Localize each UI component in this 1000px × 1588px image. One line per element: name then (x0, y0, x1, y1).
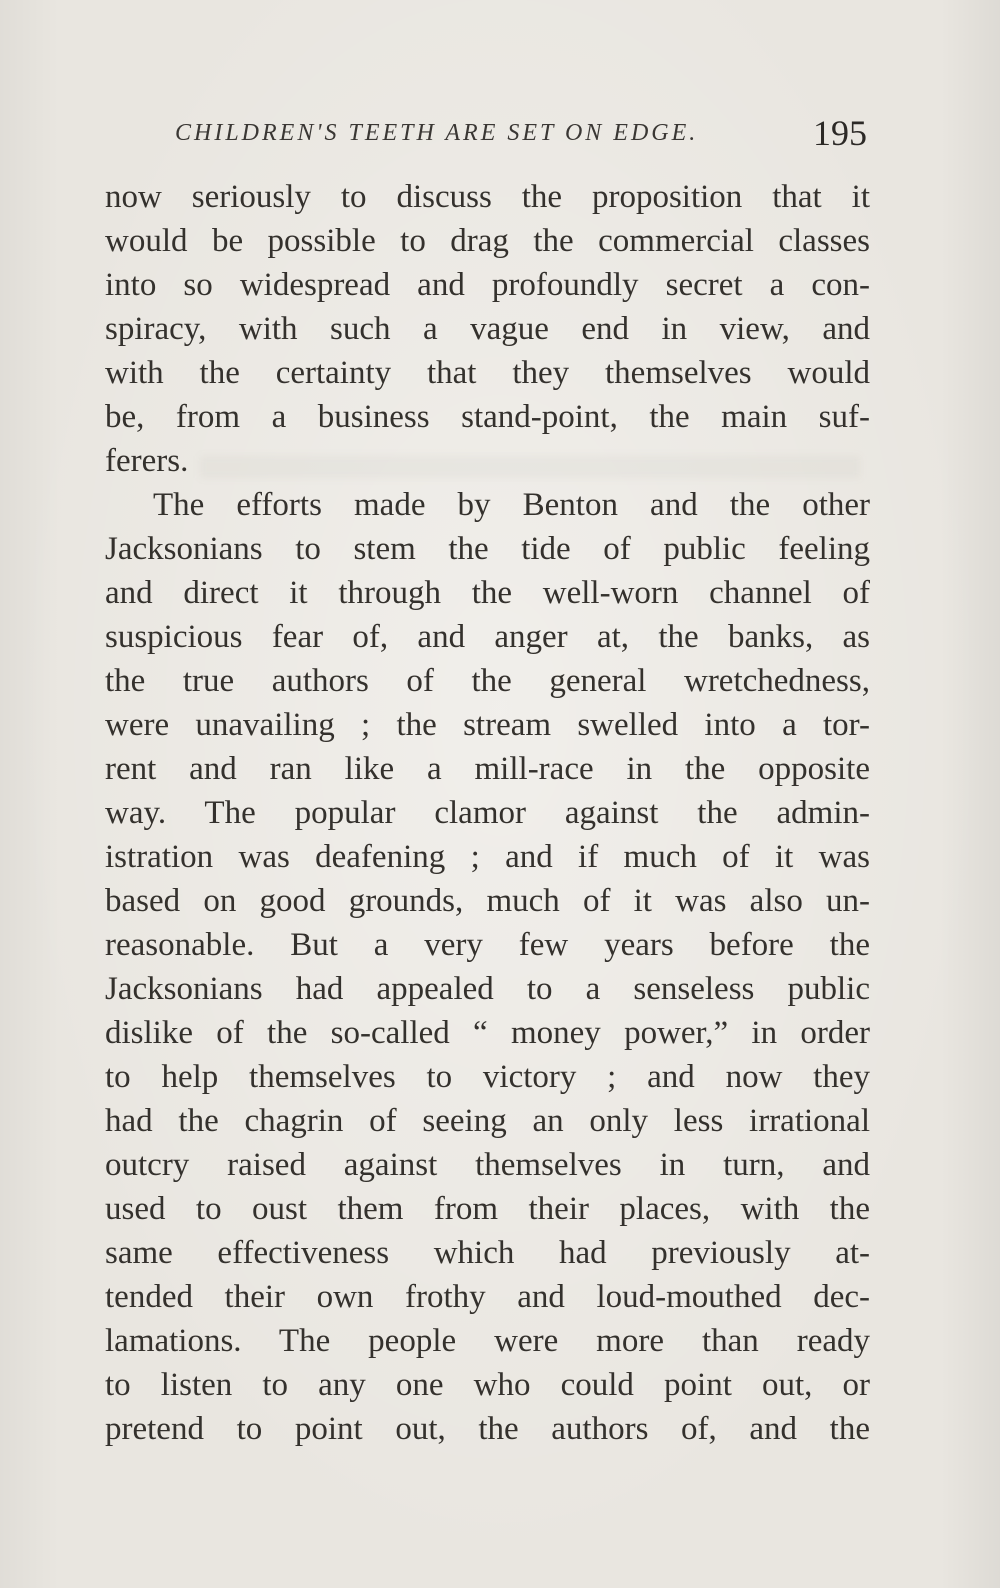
text-line: to listen to any one who could point out, or (105, 1367, 870, 1403)
text-line: lamations. The people were more than ready (105, 1323, 870, 1359)
text-line: into so widespread and profoundly secret a con- (105, 267, 870, 303)
text-line: spiracy, with such a vague end in view, and (105, 311, 870, 347)
text-line: based on good grounds, much of it was also un- (105, 883, 870, 919)
text-line: the true authors of the general wretchedness, (105, 663, 870, 699)
text-line: istration was deafening ; and if much of it was (105, 839, 870, 875)
text-line: reasonable. But a very few years before the (105, 927, 870, 963)
text-line: were unavailing ; the stream swelled into a tor- (105, 707, 870, 743)
running-head (175, 112, 875, 156)
text-line: be, from a business stand-point, the main suf- (105, 399, 870, 435)
text-line: Jacksonians had appealed to a senseless public (105, 971, 870, 1007)
text-line: to help themselves to victory ; and now they (105, 1059, 870, 1095)
text-line: Jacksonians to stem the tide of public feeling (105, 531, 870, 567)
text-line: would be possible to drag the commercial classes (105, 223, 870, 259)
text-line: rent and ran like a mill-race in the opposite (105, 751, 870, 787)
paragraph-first-line: The efforts made by Benton and the other (153, 487, 870, 523)
text-line: and direct it through the well-worn channel of (105, 575, 870, 611)
text-line: outcry raised against themselves in turn, and (105, 1147, 870, 1183)
text-line: same effectiveness which had previously at- (105, 1235, 870, 1271)
text-line: tended their own frothy and loud-mouthed dec- (105, 1279, 870, 1315)
text-line: now seriously to discuss the proposition that it (105, 179, 870, 215)
text-line: pretend to point out, the authors of, and the (105, 1411, 870, 1447)
text-line: with the certainty that they themselves would (105, 355, 870, 391)
text-line: used to oust them from their places, with the (105, 1191, 870, 1227)
body-text (105, 175, 870, 1451)
text-line: way. The popular clamor against the admin- (105, 795, 870, 831)
text-line: dislike of the so-called “ money power,” in order (105, 1015, 870, 1051)
page-number: 195 (813, 113, 867, 153)
text-line: suspicious fear of, and anger at, the banks, as (105, 619, 870, 655)
text-line: had the chagrin of seeing an only less irrational (105, 1103, 870, 1139)
text-line: ferers. (105, 443, 189, 479)
running-title: CHILDREN'S TEETH ARE SET ON EDGE. (175, 120, 699, 146)
